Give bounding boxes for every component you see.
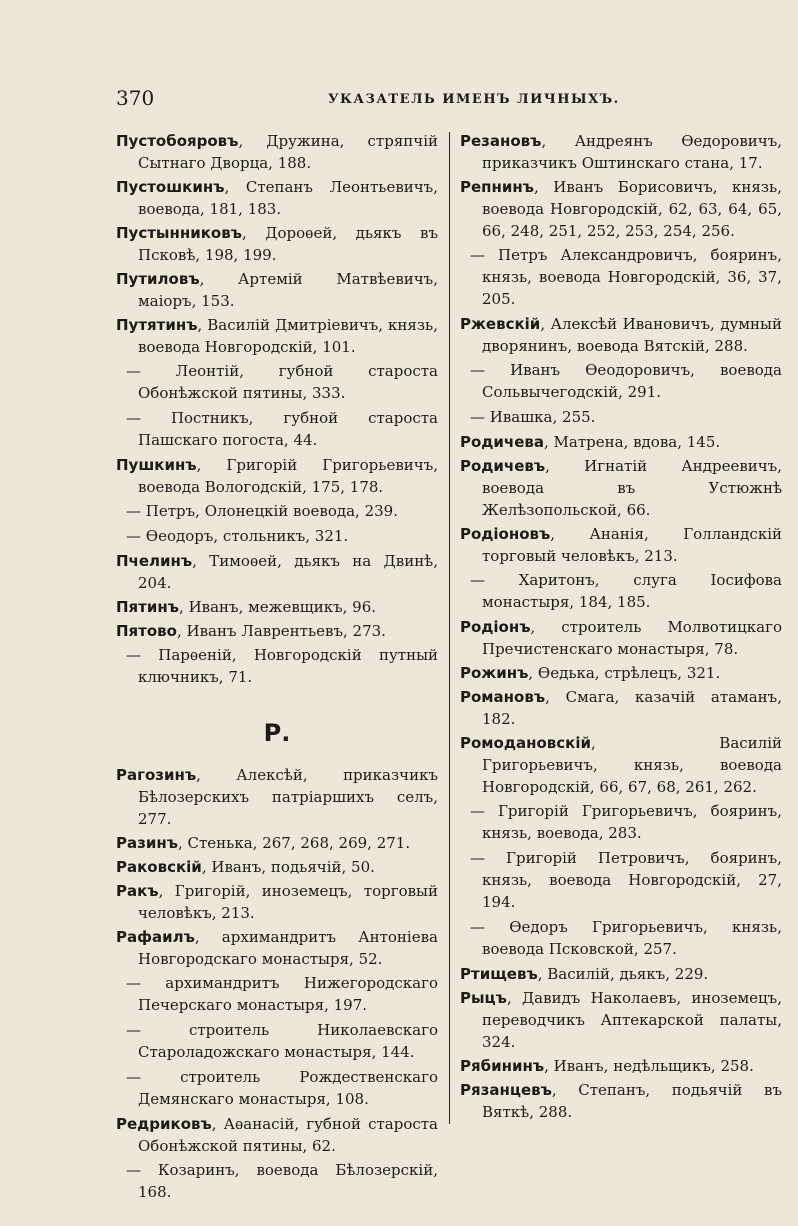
entry-text: , Алексѣй, приказчикъ Бѣлозерскихъ патріаршихъ селъ, 277. bbox=[138, 766, 438, 828]
entry-text: , Давидъ Наколаевъ, иноземецъ, переводчикъ Аптекарской палаты, 324. bbox=[482, 989, 782, 1051]
entry-surname: Пятово bbox=[116, 622, 177, 640]
entry-surname: Романовъ bbox=[460, 688, 546, 706]
index-entry bbox=[116, 856, 438, 878]
entry-text: , строитель Молвотицкаго Пречистенскаго монастыря, 78. bbox=[482, 618, 782, 658]
column-divider bbox=[449, 132, 450, 1124]
index-entry bbox=[460, 686, 782, 730]
entry-text: , Ѳедька, стрѣлецъ, 321. bbox=[528, 664, 721, 682]
page-header bbox=[116, 86, 696, 116]
entry-text: — строитель Рождественскаго Демянскаго монастыря, 108. bbox=[126, 1068, 438, 1108]
entry-surname: Ржевскій bbox=[460, 315, 541, 333]
entries-after-section bbox=[116, 764, 438, 1203]
entry-surname: Рожинъ bbox=[460, 664, 529, 682]
index-entry bbox=[116, 550, 438, 594]
index-entry bbox=[460, 176, 782, 242]
index-subentry bbox=[116, 972, 438, 1016]
entry-text: — Григорій Григорьевичъ, бояринъ, князь, воевода, 283. bbox=[470, 802, 782, 842]
entry-surname: Репнинъ bbox=[460, 178, 535, 196]
entry-surname: Родичевъ bbox=[460, 457, 546, 475]
entry-text: , Дружина, стряпчій Сытнаго Дворца, 188. bbox=[138, 132, 438, 172]
entry-text: — Харитонъ, слуга Іосифова монастыря, 184, 185. bbox=[470, 571, 782, 611]
section-letter: Р. bbox=[263, 719, 291, 747]
entry-surname: Редриковъ bbox=[116, 1115, 212, 1133]
entry-surname: Пустынниковъ bbox=[116, 224, 242, 242]
entry-text: — Петръ, Олонецкій воевода, 239. bbox=[126, 502, 398, 520]
entry-surname: Родіонъ bbox=[460, 618, 531, 636]
entry-text: — Козаринъ, воевода Бѣлозерскій, 168. bbox=[126, 1161, 438, 1201]
entry-text: — Ивашка, 255. bbox=[470, 408, 596, 426]
entry-text: — Постникъ, губной староста Пашскаго погоста, 44. bbox=[126, 409, 438, 449]
index-subentry bbox=[116, 1019, 438, 1063]
index-subentry bbox=[460, 359, 782, 403]
entry-surname: Родіоновъ bbox=[460, 525, 551, 543]
entry-surname: Рагозинъ bbox=[116, 766, 197, 784]
index-subentry bbox=[116, 500, 438, 522]
entry-surname: Пустобояровъ bbox=[116, 132, 239, 150]
index-entry bbox=[116, 1113, 438, 1157]
entry-surname: Пчелинъ bbox=[116, 552, 193, 570]
index-entry bbox=[460, 732, 782, 798]
index-entry bbox=[116, 314, 438, 358]
index-entry bbox=[116, 880, 438, 924]
index-entry bbox=[116, 130, 438, 174]
index-subentry bbox=[460, 800, 782, 844]
entry-text: , Артемій Матвѣевичъ, маіоръ, 153. bbox=[138, 270, 438, 310]
running-title: УКАЗАТЕЛЬ ИМЕНЪ ЛИЧНЫХЪ. bbox=[328, 92, 620, 107]
index-entry bbox=[116, 832, 438, 854]
entry-text: , Тимоѳей, дьякъ на Двинѣ, 204. bbox=[138, 552, 438, 592]
entry-surname: Разинъ bbox=[116, 834, 178, 852]
entry-surname: Рябининъ bbox=[460, 1057, 545, 1075]
index-subentry bbox=[116, 1066, 438, 1110]
index-entry bbox=[116, 596, 438, 618]
index-subentry bbox=[116, 644, 438, 688]
entry-surname: Путятинъ bbox=[116, 316, 198, 334]
index-entry bbox=[460, 1055, 782, 1077]
entry-text: — Леонтій, губной староста Обонѣжской пятины, 333. bbox=[126, 362, 438, 402]
index-subentry bbox=[460, 916, 782, 960]
entry-text: — архимандритъ Нижегородскаго Печерскаго монастыря, 197. bbox=[126, 974, 438, 1014]
entry-text: , Иванъ, подьячій, 50. bbox=[201, 858, 375, 876]
entries-before-section bbox=[116, 130, 438, 688]
entry-text: , Стенька, 267, 268, 269, 271. bbox=[177, 834, 411, 852]
entry-text: , Степанъ Леонтьевичъ, воевода, 181, 183. bbox=[138, 178, 438, 218]
entry-text: — строитель Николаевскаго Староладожскаго монастыря, 144. bbox=[126, 1021, 438, 1061]
entry-text: , Ананія, Голландскій торговый человѣкъ, 213. bbox=[482, 525, 782, 565]
index-entry bbox=[116, 926, 438, 970]
entry-text: — Петръ Александровичъ, бояринъ, князь, воевода Новгородскій, 36, 37, 205. bbox=[470, 246, 782, 308]
index-entry bbox=[460, 987, 782, 1053]
entry-surname: Пушкинъ bbox=[116, 456, 197, 474]
index-entry bbox=[460, 523, 782, 567]
index-subentry bbox=[116, 1159, 438, 1203]
index-entry bbox=[460, 455, 782, 521]
entry-text: — Ѳедоръ Григорьевичъ, князь, воевода Псковской, 257. bbox=[470, 918, 782, 958]
entry-text: , Степанъ, подьячій въ Вяткѣ, 288. bbox=[482, 1081, 782, 1121]
entry-surname: Раковскій bbox=[116, 858, 202, 876]
entry-text: — Парѳеній, Новгородскій путный ключникъ, 71. bbox=[126, 646, 438, 686]
left-column bbox=[116, 130, 438, 1206]
entry-text: , Дороѳей, дьякъ въ Псковѣ, 198, 199. bbox=[138, 224, 438, 264]
entry-surname: Путиловъ bbox=[116, 270, 200, 288]
index-entry bbox=[460, 616, 782, 660]
entry-text: , Матрена, вдова, 145. bbox=[544, 433, 721, 451]
index-subentry bbox=[116, 525, 438, 547]
entry-surname: Пустошкинъ bbox=[116, 178, 225, 196]
right-entries bbox=[460, 130, 782, 1123]
index-entry bbox=[460, 963, 782, 985]
index-entry bbox=[460, 1079, 782, 1123]
index-entry bbox=[116, 268, 438, 312]
index-subentry bbox=[116, 360, 438, 404]
entry-text: , Василій Григорьевичъ, князь, воевода Новгородскій, 66, 67, 68, 261, 262. bbox=[482, 734, 782, 796]
entry-text: , Григорій Григорьевичъ, воевода Вологодскій, 175, 178. bbox=[138, 456, 438, 496]
entry-surname: Рафаилъ bbox=[116, 928, 195, 946]
index-entry bbox=[116, 764, 438, 830]
entry-surname: Ромодановскій bbox=[460, 734, 591, 752]
page-number: 370 bbox=[116, 86, 155, 110]
entry-surname: Резановъ bbox=[460, 132, 542, 150]
entry-surname: Родичева bbox=[460, 433, 545, 451]
entry-text: , Андреянъ Ѳедоровичъ, приказчикъ Оштинскаго стана, 17. bbox=[482, 132, 782, 172]
index-entry bbox=[116, 222, 438, 266]
entry-surname: Ракъ bbox=[116, 882, 159, 900]
entry-text: , Аѳанасій, губной староста Обонѣжской пятины, 62. bbox=[138, 1115, 438, 1155]
entry-text: , Иванъ, недѣльщикъ, 258. bbox=[544, 1057, 754, 1075]
index-entry bbox=[460, 130, 782, 174]
entry-text: , Иванъ, межевщикъ, 96. bbox=[179, 598, 377, 616]
entry-surname: Рыцъ bbox=[460, 989, 507, 1007]
index-entry bbox=[116, 176, 438, 220]
entry-text: , Иванъ Лаврентьевъ, 273. bbox=[176, 622, 386, 640]
index-subentry bbox=[460, 569, 782, 613]
index-subentry bbox=[460, 244, 782, 310]
index-entry bbox=[460, 313, 782, 357]
entry-text: , Иванъ Борисовичъ, князь, воевода Новгородскій, 62, 63, 64, 65, 66, 248, 251, 252, 253, 254, 256. bbox=[482, 178, 782, 240]
entry-text: , Василій Дмитріевичъ, князь, воевода Новгородскій, 101. bbox=[138, 316, 438, 356]
index-subentry bbox=[460, 847, 782, 913]
entry-text: — Иванъ Ѳеодоровичъ, воевода Сольвычегодскій, 291. bbox=[470, 361, 782, 401]
right-column bbox=[460, 130, 782, 1125]
entry-text: , архимандритъ Антоніева Новгородскаго монастыря, 52. bbox=[138, 928, 438, 968]
index-subentry bbox=[460, 406, 782, 428]
index-entry bbox=[460, 662, 782, 684]
index-entry bbox=[116, 454, 438, 498]
entry-surname: Ртищевъ bbox=[460, 965, 538, 983]
entry-surname: Рязанцевъ bbox=[460, 1081, 552, 1099]
index-subentry bbox=[116, 407, 438, 451]
entry-text: — Ѳеодоръ, стольникъ, 321. bbox=[126, 527, 349, 545]
index-entry bbox=[116, 620, 438, 642]
entry-text: , Григорій, иноземецъ, торговый человѣкъ, 213. bbox=[138, 882, 438, 922]
entry-text: , Алексѣй Ивановичъ, думный дворянинъ, воевода Вятскій, 288. bbox=[482, 315, 782, 355]
entry-text: — Григорій Петровичъ, бояринъ, князь, воевода Новгородскій, 27, 194. bbox=[470, 849, 782, 911]
entry-text: , Василій, дьякъ, 229. bbox=[537, 965, 709, 983]
entry-surname: Пятинъ bbox=[116, 598, 180, 616]
entry-text: , Смага, казачій атаманъ, 182. bbox=[482, 688, 782, 728]
index-entry bbox=[460, 431, 782, 453]
entry-text: , Игнатій Андреевичъ, воевода въ Устюжнѣ Желѣзопольской, 66. bbox=[482, 457, 782, 519]
